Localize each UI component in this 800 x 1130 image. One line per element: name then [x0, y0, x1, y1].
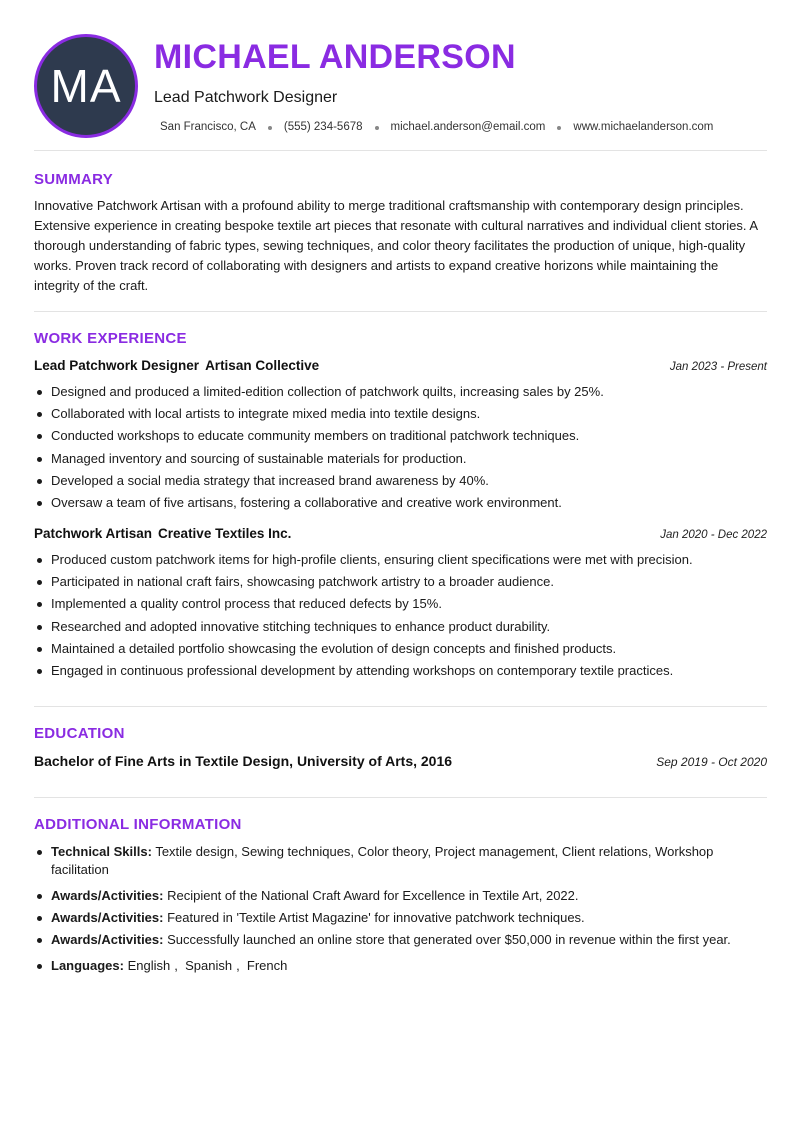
experience-heading: WORK EXPERIENCE: [34, 330, 187, 347]
job-dates: Jan 2020 - Dec 2022: [660, 529, 767, 541]
job-bullets: [34, 552, 767, 685]
additional-list: [34, 843, 767, 975]
education-entry: [34, 753, 767, 769]
list-item: Maintained a detailed portfolio showcasing the evolution of design concepts and finished products.: [34, 641, 767, 657]
divider: [34, 311, 767, 312]
divider: [34, 706, 767, 707]
info-label: Awards/Activities:: [51, 910, 164, 925]
contact-bar: [160, 121, 713, 133]
separator-dot: [557, 126, 561, 130]
candidate-name: MICHAEL ANDERSON: [154, 38, 516, 76]
job-company: Artisan Collective: [205, 358, 320, 373]
job-header: [34, 526, 767, 541]
summary-text: Innovative Patchwork Artisan with a profound ability to merge traditional craftsmanship with contemporary design principles. Extensive experience in creating bespoke textile art pieces that resonate with cultural narratives and individual client stories. A thorough understanding of fabric types, sewing techniques, and color theory facilitates the production of unique, high-quality works. Proven track record of collaborating with designers and artists to expand creative horizons while maintaining the integrity of the craft.: [34, 198, 758, 293]
list-item: Participated in national craft fairs, showcasing patchwork artistry to a broader audience.: [34, 574, 767, 590]
summary-heading: SUMMARY: [34, 171, 114, 188]
languages-label: Languages:: [51, 958, 124, 973]
info-text: Featured in 'Textile Artist Magazine' for innovative patchwork techniques.: [167, 910, 585, 925]
resume-header: [34, 34, 767, 138]
list-item: [34, 909, 767, 927]
education-heading: EDUCATION: [34, 725, 125, 742]
education-degree: Bachelor of Fine Arts in Textile Design, University of Arts, 2016: [34, 753, 453, 769]
list-item: Developed a social media strategy that increased brand awareness by 40%.: [34, 473, 767, 489]
job-role: Lead Patchwork Designer: [34, 358, 200, 373]
info-label: Awards/Activities:: [51, 888, 164, 903]
language: English: [127, 958, 171, 973]
job-bullets: [34, 384, 767, 517]
job-dates: Jan 2023 - Present: [669, 361, 767, 373]
job-title-line: [34, 358, 319, 373]
contact-phone: (555) 234-5678: [283, 121, 363, 133]
list-item: [34, 931, 767, 949]
list-item: Managed inventory and sourcing of sustainable materials for production.: [34, 451, 767, 467]
list-item: Designed and produced a limited-edition collection of patchwork quilts, increasing sales by 25%.: [34, 384, 767, 400]
additional-heading: ADDITIONAL INFORMATION: [34, 816, 242, 833]
divider: [34, 150, 767, 151]
list-item: Collaborated with local artists to integrate mixed media into textile designs.: [34, 406, 767, 422]
separator-dot: [375, 126, 379, 130]
job-header: [34, 358, 767, 373]
list-item: Languages: English , Spanish , French: [34, 957, 767, 975]
candidate-title: Lead Patchwork Designer: [154, 89, 338, 106]
language: Spanish: [185, 958, 233, 973]
divider: [34, 797, 767, 798]
list-item: Produced custom patchwork items for high-profile clients, ensuring client specifications were met with precision.: [34, 552, 767, 568]
avatar-initials: MA: [50, 60, 122, 112]
contact-website[interactable]: www.michaelanderson.com: [573, 121, 714, 133]
info-label: Awards/Activities:: [51, 932, 164, 947]
contact-location: San Francisco, CA: [160, 121, 256, 133]
list-item: [34, 843, 767, 879]
list-item: Conducted workshops to educate community members on traditional patchwork techniques.: [34, 428, 767, 444]
list-item: Engaged in continuous professional development by attending workshops on contemporary textile practices.: [34, 663, 767, 679]
list-item: Oversaw a team of five artisans, fostering a collaborative and creative work environment.: [34, 495, 767, 511]
job-company: Creative Textiles Inc.: [158, 526, 292, 541]
info-text: Recipient of the National Craft Award for Excellence in Textile Art, 2022.: [167, 888, 579, 903]
education-dates: Sep 2019 - Oct 2020: [656, 755, 767, 769]
info-label: Technical Skills:: [51, 844, 152, 859]
job-role: Patchwork Artisan: [34, 526, 153, 541]
list-item: [34, 887, 767, 905]
separator-dot: [268, 126, 272, 130]
contact-email[interactable]: michael.anderson@email.com: [390, 121, 546, 133]
language: French: [246, 958, 288, 973]
avatar: [34, 34, 138, 138]
info-text: Textile design, Sewing techniques, Color theory, Project management, Client relations, Workshop facilitation: [51, 844, 714, 877]
info-text: Successfully launched an online store that generated over $50,000 in revenue within the first year.: [167, 932, 731, 947]
list-item: Implemented a quality control process that reduced defects by 15%.: [34, 596, 767, 612]
list-item: Researched and adopted innovative stitching techniques to enhance product durability.: [34, 619, 767, 635]
job-title-line: [34, 526, 291, 541]
